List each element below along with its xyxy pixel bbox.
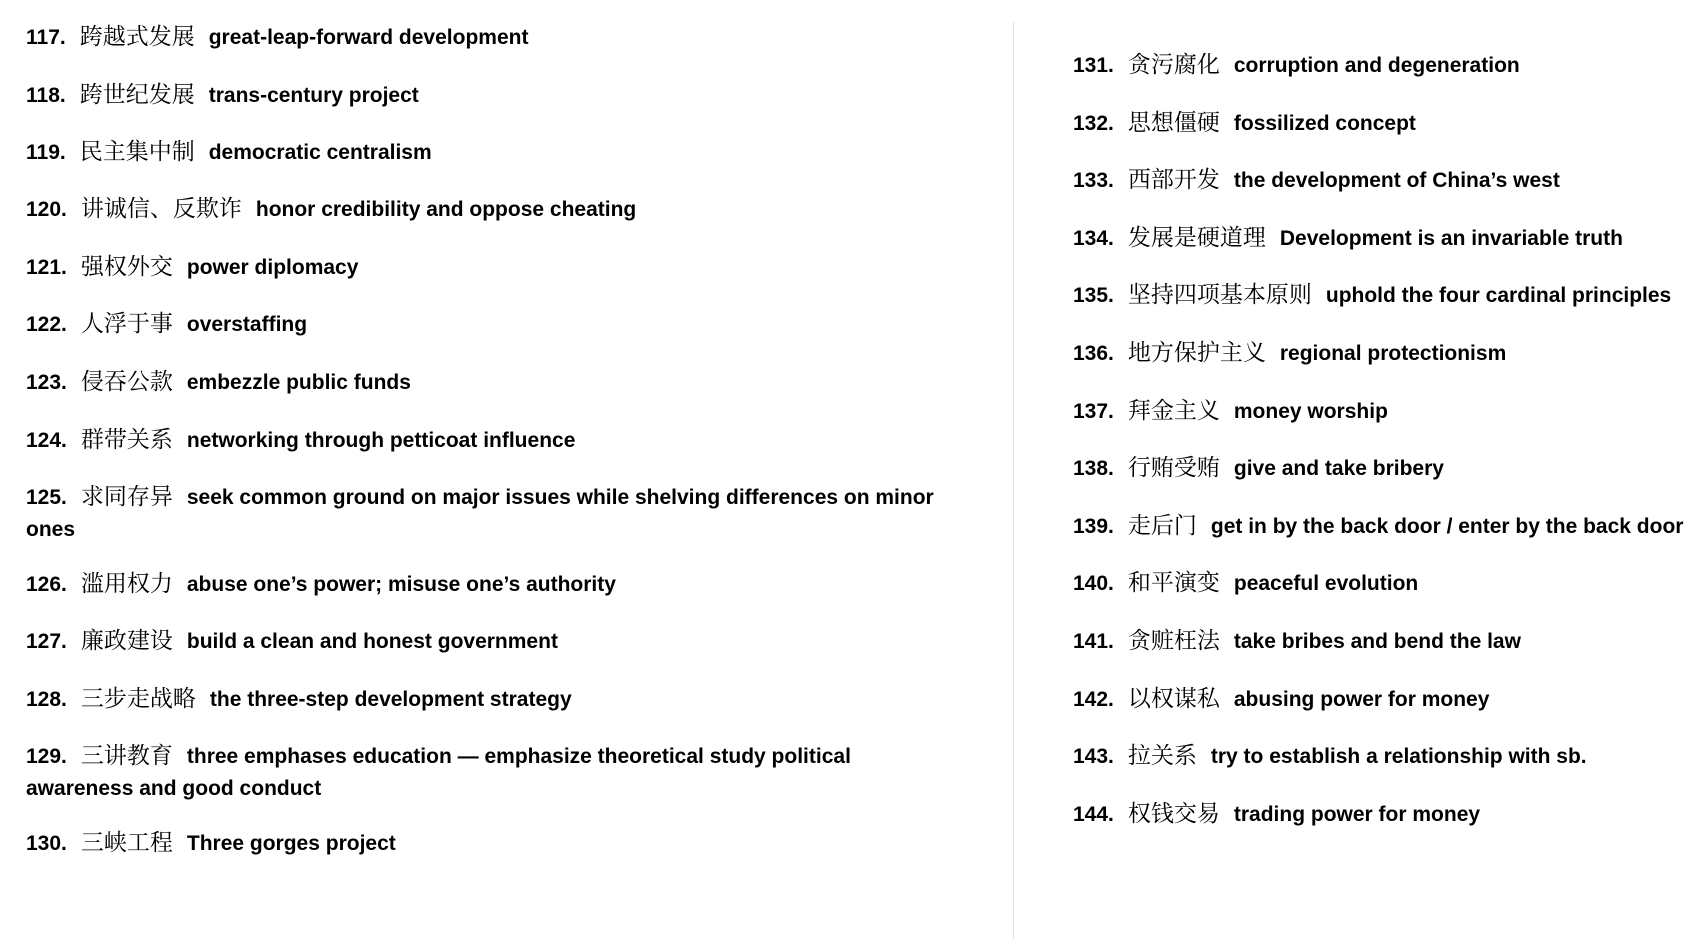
- list-item: [1073, 452, 1444, 485]
- entry-number: 139.: [1073, 515, 1114, 538]
- list-item: [1073, 279, 1671, 312]
- entry-chinese-term: 跨越式发展: [79, 24, 195, 50]
- entry-english-translation: uphold the four cardinal principles: [1325, 284, 1672, 307]
- list-item: [26, 424, 575, 457]
- entry-english-translation: Three gorges project: [186, 832, 396, 855]
- list-item: [26, 481, 956, 546]
- list-item: [26, 79, 419, 112]
- list-item: [26, 683, 572, 716]
- entry-chinese-term: 拉关系: [1127, 743, 1197, 769]
- entry-number: 127.: [26, 630, 67, 653]
- entry-number: 126.: [26, 573, 67, 596]
- entry-chinese-term: 侵吞公款: [80, 369, 173, 395]
- entry-english-translation: great-leap-forward development: [208, 26, 529, 49]
- entry-english-translation: embezzle public funds: [186, 371, 411, 394]
- entry-number: 124.: [26, 429, 67, 452]
- entry-chinese-term: 民主集中制: [79, 139, 195, 165]
- entry-english-translation: honor credibility and oppose cheating: [255, 198, 637, 221]
- entry-english-translation: Development is an invariable truth: [1279, 227, 1623, 250]
- entry-number: 135.: [1073, 284, 1114, 307]
- entry-chinese-term: 行贿受贿: [1127, 455, 1220, 481]
- entry-english-translation: build a clean and honest government: [186, 630, 558, 653]
- list-item: [1073, 740, 1587, 773]
- entry-number: 130.: [26, 832, 67, 855]
- list-item: [26, 827, 396, 860]
- list-item: [1073, 683, 1489, 716]
- entry-english-translation: the development of China’s west: [1233, 169, 1560, 192]
- entry-number: 136.: [1073, 342, 1114, 365]
- entry-english-translation: trading power for money: [1233, 803, 1481, 826]
- list-item: [1073, 337, 1506, 370]
- entry-english-translation: three emphases education — emphasize theoretical study political: [186, 745, 851, 768]
- entry-english-translation: peaceful evolution: [1233, 572, 1419, 595]
- entry-number: 142.: [1073, 688, 1114, 711]
- list-item: [1073, 510, 1683, 543]
- entry-chinese-term: 群带关系: [80, 427, 173, 453]
- entry-number: 123.: [26, 371, 67, 394]
- column-divider: [1013, 22, 1014, 939]
- entry-chinese-term: 地方保护主义: [1127, 340, 1266, 366]
- list-item: [1073, 395, 1388, 428]
- entry-chinese-term: 拜金主义: [1127, 398, 1220, 424]
- entry-english-translation: networking through petticoat influence: [186, 429, 576, 452]
- entry-chinese-term: 人浮于事: [80, 311, 173, 337]
- entry-english-translation: get in by the back door / enter by the back door: [1210, 515, 1684, 538]
- entry-number: 119.: [26, 141, 66, 164]
- entry-english-translation: overstaffing: [186, 313, 308, 336]
- list-item: [1073, 625, 1521, 658]
- entry-chinese-term: 跨世纪发展: [79, 82, 195, 108]
- entry-chinese-term: 思想僵硬: [1127, 110, 1220, 136]
- entry-english-translation: abusing power for money: [1233, 688, 1490, 711]
- list-item: [1073, 164, 1560, 197]
- entry-chinese-term: 求同存异: [80, 484, 173, 510]
- list-item: [1073, 567, 1418, 600]
- entry-number: 129.: [26, 745, 67, 768]
- entry-chinese-term: 权钱交易: [1127, 801, 1220, 827]
- list-item: [26, 251, 358, 284]
- entry-english-translation: give and take bribery: [1233, 457, 1444, 480]
- entry-english-continuation: ones: [26, 518, 76, 541]
- list-item: [26, 625, 558, 658]
- entry-number: 121.: [26, 256, 67, 279]
- entry-chinese-term: 三讲教育: [80, 743, 173, 769]
- list-item: [1073, 107, 1416, 140]
- entry-chinese-term: 贪赃枉法: [1127, 628, 1220, 654]
- entry-number: 120.: [26, 198, 67, 221]
- entry-number: 137.: [1073, 400, 1114, 423]
- entry-number: 134.: [1073, 227, 1114, 250]
- entry-number: 132.: [1073, 112, 1114, 135]
- entry-chinese-term: 贪污腐化: [1127, 52, 1220, 78]
- list-item: [1073, 798, 1480, 831]
- list-item: [26, 21, 528, 54]
- entry-number: 118.: [26, 84, 66, 107]
- entry-english-translation: regional protectionism: [1279, 342, 1507, 365]
- entry-number: 131.: [1073, 54, 1114, 77]
- entry-number: 117.: [26, 26, 66, 49]
- entry-number: 140.: [1073, 572, 1114, 595]
- entry-english-translation: fossilized concept: [1233, 112, 1416, 135]
- entry-chinese-term: 三峡工程: [80, 830, 173, 856]
- list-item: [26, 136, 432, 169]
- entry-english-translation: money worship: [1233, 400, 1388, 423]
- list-item: [26, 366, 411, 399]
- entry-number: 125.: [26, 486, 67, 509]
- entry-number: 128.: [26, 688, 67, 711]
- entry-number: 143.: [1073, 745, 1114, 768]
- entry-chinese-term: 三步走战略: [80, 686, 196, 712]
- entry-english-translation: corruption and degeneration: [1233, 54, 1520, 77]
- entry-chinese-term: 廉政建设: [80, 628, 173, 654]
- entry-english-translation: try to establish a relationship with sb.: [1210, 745, 1587, 768]
- list-item: [1073, 222, 1623, 255]
- entry-chinese-term: 滥用权力: [80, 571, 173, 597]
- entry-number: 144.: [1073, 803, 1114, 826]
- entry-english-translation: democratic centralism: [208, 141, 432, 164]
- entry-english-translation: abuse one’s power; misuse one’s authority: [186, 573, 616, 596]
- entry-number: 138.: [1073, 457, 1114, 480]
- list-item: [1073, 49, 1520, 82]
- entry-english-translation: seek common ground on major issues while shelving differences on minor: [186, 486, 934, 509]
- list-item: [26, 568, 616, 601]
- entry-chinese-term: 坚持四项基本原则: [1127, 282, 1312, 308]
- list-item: [26, 193, 636, 226]
- entry-chinese-term: 走后门: [1127, 513, 1197, 539]
- entry-english-continuation: awareness and good conduct: [26, 777, 322, 800]
- entry-number: 141.: [1073, 630, 1114, 653]
- entry-english-translation: the three-step development strategy: [209, 688, 572, 711]
- entry-chinese-term: 发展是硬道理: [1127, 225, 1266, 251]
- entry-number: 122.: [26, 313, 67, 336]
- entry-chinese-term: 强权外交: [80, 254, 173, 280]
- entry-english-translation: trans-century project: [208, 84, 419, 107]
- entry-chinese-term: 以权谋私: [1127, 686, 1220, 712]
- entry-chinese-term: 和平演变: [1127, 570, 1220, 596]
- entry-english-translation: power diplomacy: [186, 256, 359, 279]
- entry-chinese-term: 西部开发: [1127, 167, 1220, 193]
- entry-english-translation: take bribes and bend the law: [1233, 630, 1521, 653]
- entry-number: 133.: [1073, 169, 1114, 192]
- list-item: [26, 740, 956, 805]
- entry-chinese-term: 讲诚信、反欺诈: [80, 196, 242, 222]
- list-item: [26, 308, 307, 341]
